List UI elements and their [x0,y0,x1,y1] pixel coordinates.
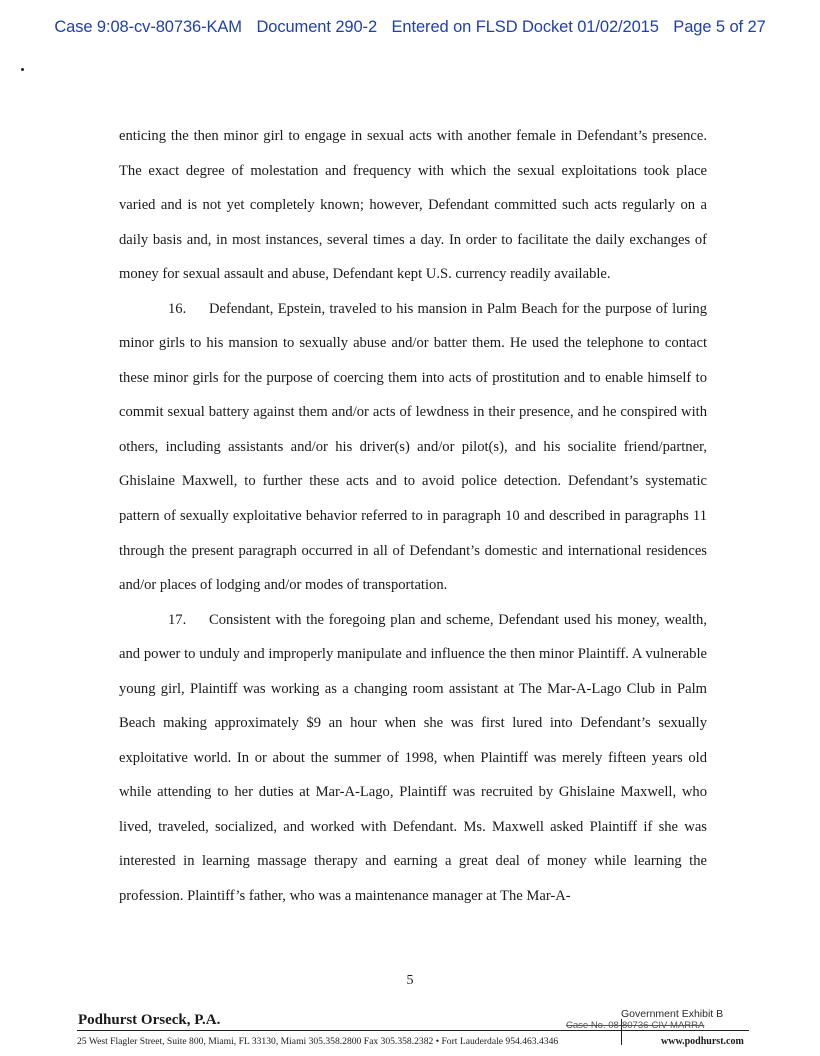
firm-name: Podhurst Orseck, P.A. [78,1012,221,1028]
paragraph-16 [119,292,707,603]
footer-divider [77,1030,749,1031]
case-header [0,18,820,37]
footer-website: www.podhurst.com [661,1036,744,1047]
document-body [119,119,707,914]
entered-docket: Entered on FLSD Docket 01/02/2015 [391,18,659,36]
document-number: Document 290-2 [256,18,378,36]
paragraph-number: 16. [168,300,187,317]
exhibit-label: Government Exhibit B [621,1008,724,1020]
continuation-paragraph: enticing the then minor girl to engage in sexual acts with another female in Defendant’s presence. The exact degree of molestation and frequency with which the sexual exploitations took place varied and is not yet completely known; however, Defendant committed such acts regularly on a daily basis and, in most instances, several times a day. In order to facilitate the daily exchanges of money for sexual assault and abuse, Defendant kept U.S. currency readily available. [119,128,707,283]
paragraph-number: 17. [168,611,187,628]
exhibit-case-number: Case No. 08-80736-CIV-MARRA [566,1020,705,1031]
exhibit-stamp-bar [621,1019,622,1045]
page-number: 5 [406,973,414,988]
paragraph-text: Defendant, Epstein, traveled to his mansion in Palm Beach for the purpose of luring minor girls to his mansion to sexually abuse and/or batter them. He used the telephone to contact these minor girls for the purpose of coercing them into acts of prostitution and to enable himself to commit sexual battery against them and/or acts of lewdness in their presence, and he conspired with others, including assistants and/or his driver(s) and/or pilot(s), and his socialite friend/partner, Ghislaine Maxwell, to further these acts and to avoid police detection. Defendant’s systematic pattern of sexually exploitative behavior referred to in paragraph 10 and described in paragraphs 11 through the present paragraph occurred in all of Defendant’s domestic and international residences and/or places of lodging and/or modes of transportation. [119,300,707,594]
scan-speck [21,68,24,71]
case-number: Case 9:08-cv-80736-KAM [54,18,242,36]
paragraph-17 [119,603,707,914]
header-page: Page 5 of 27 [673,18,766,36]
paragraph-text: Consistent with the foregoing plan and scheme, Defendant used his money, wealth, and power to unduly and improperly manipulate and influence the then minor Plaintiff. A vulnerable young girl, Plaintiff was working as a changing room assistant at The Mar-A-Lago Club in Palm Beach making approximately $9 an hour when she was first lured into Defendant’s sexually exploitative world. In or about the summer of 1998, when Plaintiff was merely fifteen years old while attending to her duties at Mar-A-Lago, Plaintiff was recruited by Ghislaine Maxwell, who lived, traveled, socialized, and worked with Defendant. Ms. Maxwell asked Plaintiff if she was interested in learning massage therapy and earning a great deal of money while learning the profession. Plaintiff’s father, who was a maintenance manager at The Mar-A- [119,611,707,905]
footer-address: 25 West Flagler Street, Suite 800, Miami, FL 33130, Miami 305.358.2800 Fax 305.358.2382 • Fort Lauderdale 954.463.4346 [77,1036,559,1047]
